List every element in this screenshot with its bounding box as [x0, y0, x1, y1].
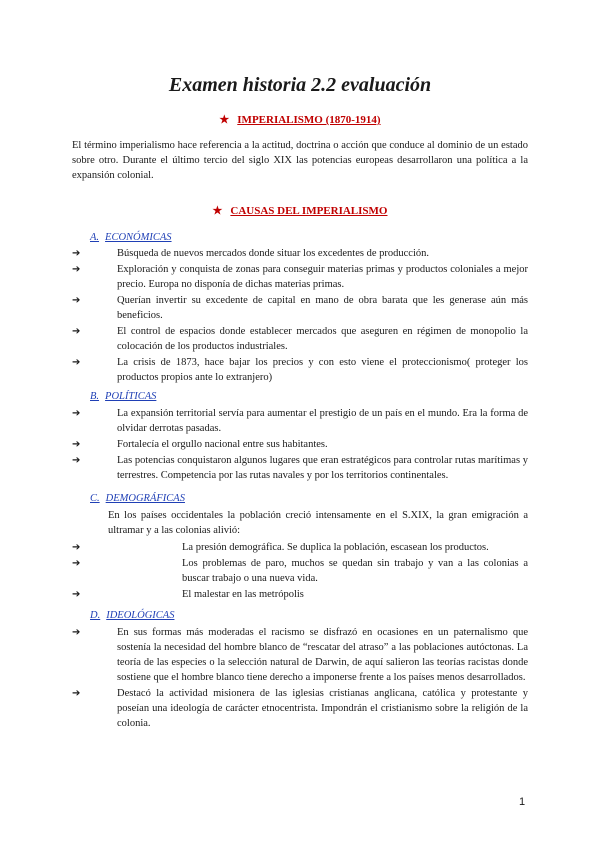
- section-ideologicas: [72, 625, 528, 732]
- list-economicas: [72, 246, 528, 385]
- section-economicas: [72, 246, 528, 386]
- list-item: ➔ Búsqueda de nuevos mercados donde situar los excedentes de producción.: [72, 248, 429, 259]
- arrow-icon: ➔: [72, 439, 81, 450]
- arrow-icon: ➔: [72, 248, 81, 259]
- list-item: ➔ La crisis de 1873, hace bajar los precios y con esto viene el proteccionismo( proteger los productos propios ante lo extranjero): [72, 357, 528, 383]
- arrow-icon: ➔: [72, 408, 81, 419]
- list-item: ➔ La presión demográfica. Se duplica la población, escasean los productos.: [72, 542, 489, 553]
- star-icon: ★: [219, 114, 230, 126]
- list-item: ➔ La expansión territorial servía para aumentar el prestigio de un país en el mundo. Era la forma de olvidar derrotas pasadas.: [72, 408, 528, 434]
- heading-text: CAUSAS DEL IMPERIALISMO: [230, 205, 388, 217]
- list-item: ➔ Fortalecía el orgullo nacional entre sus habitantes.: [72, 439, 328, 450]
- arrow-icon: ➔: [72, 326, 81, 337]
- list-item: ➔ Exploración y conquista de zonas para conseguir materias primas y productos coloniales a mejor precio. Europa no disponía de dichas materias primas.: [72, 264, 528, 290]
- star-icon: ★: [212, 205, 223, 217]
- intro-paragraph: El término imperialismo hace referencia a la actitud, doctrina o acción que conduce al dominio de un estado sobre otro. Durante el último tercio del siglo XIX las potencias europeas desarrollaron una política a la expansión colonial.: [72, 140, 528, 181]
- list-ideologicas: [72, 625, 528, 731]
- list-item: ➔ El malestar en las metrópolis: [72, 589, 304, 600]
- page-title: Examen historia 2.2 evaluación: [168, 74, 432, 96]
- section-politicas: [72, 406, 528, 484]
- arrow-icon: ➔: [72, 542, 81, 553]
- list-item: ➔ El control de espacios donde establecer mercados que aseguren en régimen de monopolio la colocación de los productos industriales.: [72, 326, 528, 352]
- page-number: 1: [519, 796, 526, 808]
- list-politicas: [72, 406, 528, 483]
- arrow-icon: ➔: [72, 264, 81, 275]
- list-item: ➔ En sus formas más moderadas el racismo se disfrazó en ocasiones en un paternalismo que sostenía la necesidad del hombre blanco de “rescatar del atraso” a las poblaciones autóctonas. La teoría de las especies o la selección natural de Darwin, de aquí salieron las teorías racistas donde sostiene que el hombre blanco tiene derecho a imponerse frente a los países menos desarrollados.: [72, 627, 528, 683]
- list-demograficas: [72, 540, 528, 602]
- list-item: ➔ Querían invertir su excedente de capital en mano de obra barata que les generase aún más beneficios.: [72, 295, 528, 321]
- section-title-demograficas: C. DEMOGRÁFICAS: [90, 493, 185, 504]
- section-title-ideologicas: D. IDEOLÓGICAS: [90, 610, 175, 621]
- section-title-politicas: B. POLÍTICAS: [90, 391, 157, 402]
- section-demograficas: [72, 508, 528, 603]
- list-item: ➔ Destacó la actividad misionera de las iglesias cristianas anglicana, católica y protestante y poseían una ideología de carácter etnocentrista. Impondrán el cristianismo sobre la religión de la colonia.: [72, 688, 528, 729]
- section-title-economicas: A. ECONÓMICAS: [90, 232, 172, 243]
- arrow-icon: ➔: [72, 455, 81, 466]
- arrow-icon: ➔: [72, 627, 81, 638]
- heading-causas: [0, 204, 600, 217]
- arrow-icon: ➔: [72, 295, 81, 306]
- arrow-icon: ➔: [72, 558, 81, 569]
- list-item: ➔ Las potencias conquistaron algunos lugares que eran estratégicos para controlar rutas marítimas y terrestres. Competencia por las rutas navales y por los territorios continentales.: [72, 455, 528, 481]
- heading-text: IMPERIALISMO (1870-1914): [237, 114, 381, 126]
- arrow-icon: ➔: [72, 357, 81, 368]
- list-item: ➔ Los problemas de paro, muchos se quedan sin trabajo y van a las colonias a buscar trabajo o una nueva vida.: [72, 558, 528, 584]
- heading-imperialismo: [0, 113, 600, 126]
- arrow-icon: ➔: [72, 589, 81, 600]
- arrow-icon: ➔: [72, 688, 81, 699]
- demograficas-paragraph: En los países occidentales la población creció intensamente en el S.XIX, la gran emigración a ultramar y a las colonias alivió:: [108, 510, 528, 536]
